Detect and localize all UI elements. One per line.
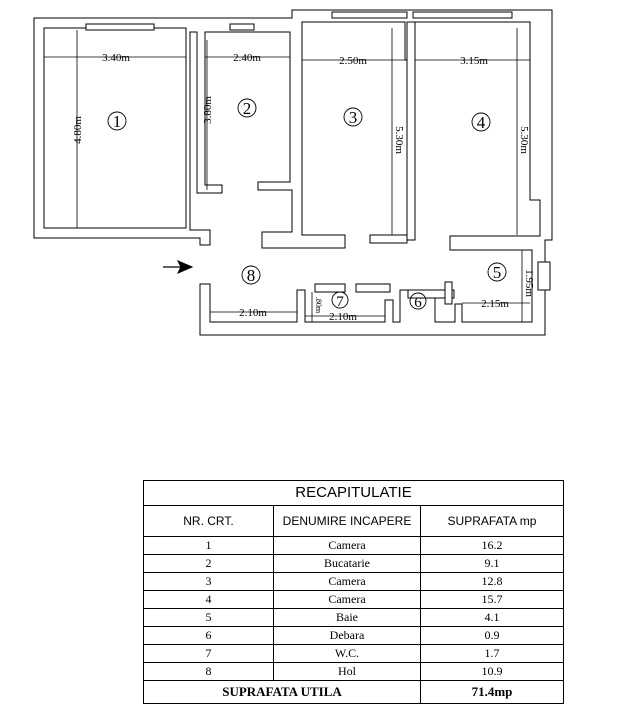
wall-hall-bottom <box>356 284 390 292</box>
row-area: 1.7 <box>421 645 564 663</box>
wall-wc-left <box>315 284 345 292</box>
wall-3-bottom <box>370 235 407 243</box>
row-nr: 2 <box>144 555 274 573</box>
row-area: 9.1 <box>421 555 564 573</box>
row-name: Camera <box>274 573 421 591</box>
row-area: 4.1 <box>421 609 564 627</box>
window-room1 <box>86 24 154 30</box>
window-room2 <box>230 24 254 30</box>
room-number-8: 8 <box>246 266 256 285</box>
row-area: 12.8 <box>421 573 564 591</box>
row-name: Bucatarie <box>274 555 421 573</box>
dim-wc-depth: .80m <box>314 296 323 314</box>
table-row <box>144 609 564 627</box>
row-nr: 5 <box>144 609 274 627</box>
wall-bath-left <box>445 282 452 304</box>
row-nr: 1 <box>144 537 274 555</box>
dim-wc-width: 2.10m <box>329 311 357 323</box>
table-row <box>144 663 564 681</box>
table-row <box>144 537 564 555</box>
row-area: 16.2 <box>421 537 564 555</box>
room-number-6: 6 <box>414 295 422 311</box>
total-value: 71.4mp <box>421 681 564 704</box>
total-label: SUPRAFATA UTILA <box>144 681 421 704</box>
dim-room3-width: 2.50m <box>339 55 367 67</box>
dim-hall-width: 2.10m <box>239 307 267 319</box>
room-number-7: 7 <box>336 294 344 310</box>
dim-room4-depth: 5.30m <box>518 126 530 154</box>
header-name: DENUMIRE INCAPERE <box>274 506 421 537</box>
room-number-5: 5 <box>492 263 502 282</box>
room-number-1: 1 <box>112 112 122 131</box>
row-area: 10.9 <box>421 663 564 681</box>
dim-room2-width: 2.40m <box>233 52 261 64</box>
dim-room2-depth: 3.80m <box>202 96 214 124</box>
table-row <box>144 645 564 663</box>
table-row <box>144 627 564 645</box>
row-name: Camera <box>274 591 421 609</box>
row-name: W.C. <box>274 645 421 663</box>
row-nr: 7 <box>144 645 274 663</box>
table-row <box>144 555 564 573</box>
header-nr: NR. CRT. <box>144 506 274 537</box>
row-name: Debara <box>274 627 421 645</box>
dim-bath-width: 2.15m <box>481 298 509 310</box>
row-nr: 3 <box>144 573 274 591</box>
row-nr: 8 <box>144 663 274 681</box>
recap-title: RECAPITULATIE <box>144 481 564 506</box>
recap-table-container <box>143 480 563 699</box>
room-number-2: 2 <box>242 99 252 118</box>
room-number-4: 4 <box>476 113 486 132</box>
floor-plan <box>0 0 642 345</box>
row-nr: 6 <box>144 627 274 645</box>
row-area: 15.7 <box>421 591 564 609</box>
dim-room1-width: 3.40m <box>102 52 130 64</box>
window-room3 <box>332 12 407 18</box>
row-name: Baie <box>274 609 421 627</box>
row-nr: 4 <box>144 591 274 609</box>
entrance-arrow-icon <box>163 261 192 273</box>
table-row <box>144 573 564 591</box>
row-name: Camera <box>274 537 421 555</box>
window-bath <box>538 262 550 290</box>
header-area: SUPRAFATA mp <box>421 506 564 537</box>
dim-bath-depth: 1.95m <box>523 269 535 297</box>
dim-room1-depth: 4.80m <box>72 116 84 144</box>
dim-room3-depth: 5.30m <box>393 126 405 154</box>
row-name: Hol <box>274 663 421 681</box>
recap-table <box>143 480 564 704</box>
wall-3-4 <box>407 22 415 240</box>
table-row <box>144 591 564 609</box>
room-number-3: 3 <box>348 108 358 127</box>
window-room4 <box>413 12 512 18</box>
row-area: 0.9 <box>421 627 564 645</box>
total-row <box>144 681 564 704</box>
dim-room4-width: 3.15m <box>460 55 488 67</box>
